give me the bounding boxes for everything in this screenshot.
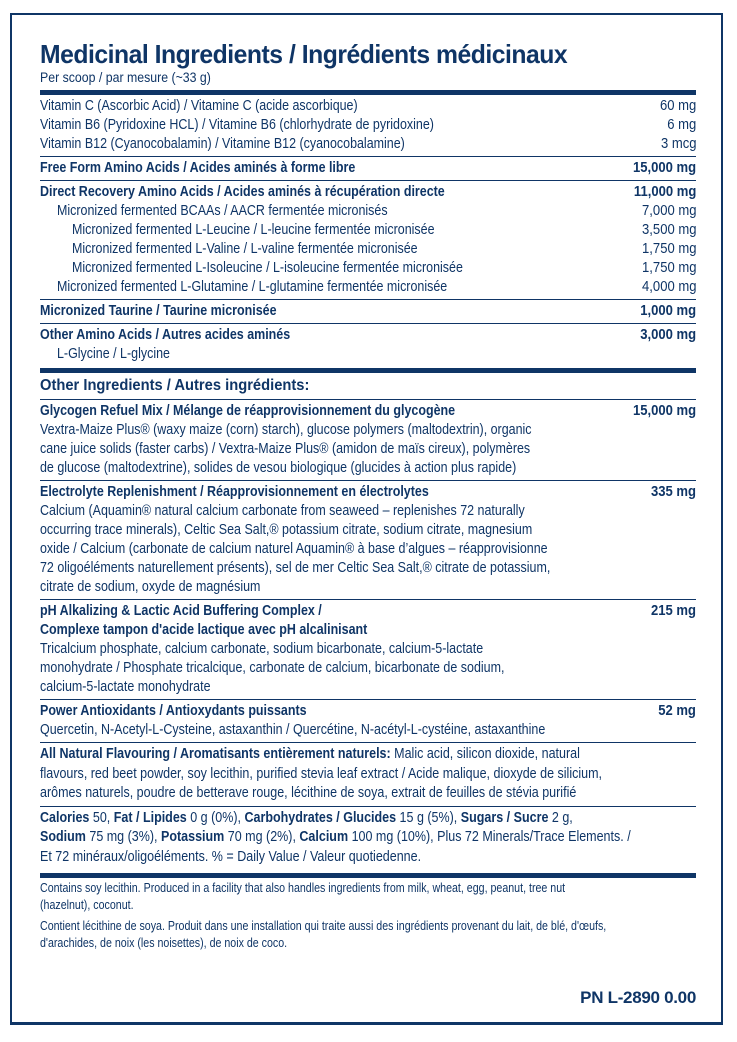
table-row: Micronized fermented L-Valine / L-valine fermentée micronisée 1,750 mg [72,241,696,257]
divider [40,180,696,181]
divider [40,699,696,700]
antioxidants-block: Power Antioxidants / Antioxydants puissants 52 mg Quercetin, N-Acetyl-L-Cysteine, astaxanthin / Quercétine, N-acétyl-L-cystéine, astaxanthine [40,703,696,738]
divider [40,599,696,600]
glycogen-block: Glycogen Refuel Mix / Mélange de réapprovisionnement du glycogène 15,000 mg Vextra-Maize Plus® (waxy maize (corn) starch), glucose polymers (maltodextrin), organic cane juice solids (faster carbs) / Vextra-Maize Plus® (amidon de maïs cireux), polymères de glucose (maltodextrine), solides de vesou biologique (glucides à action plus rapide) [40,403,696,476]
taurine-row: Micronized Taurine / Taurine micronisée 1,000 mg [40,303,696,319]
divider [40,156,696,157]
product-number: PN L-2890 0.00 [580,988,696,1007]
table-row: Vitamin B12 (Cyanocobalamin) / Vitamine B12 (cyanocobalamine) 3 mcg [40,136,696,152]
divider [40,299,696,300]
ph-complex-block: pH Alkalizing & Lactic Acid Buffering Complex / 215 mg Complexe tampon d'acide lactique avec pH alcalinisant Tricalcium phosphate, calcium carbonate, sodium bicarbonate, calcium-5-lactate monohydrate / Phosphate tricalcique, carbonate de calcium, bicarbonate de sodium, calcium-5-lactate monohydrate [40,603,696,695]
other-ingredients-heading: Other Ingredients / Autres ingrédients: [40,377,310,394]
ingredients-panel [40,39,696,1007]
page-title: Medicinal Ingredients / Ingrédients médicinaux [40,39,568,69]
table-row: Vitamin B6 (Pyridoxine HCL) / Vitamine B6 (chlorhydrate de pyridoxine) 6 mg [40,117,696,133]
table-row: Micronized fermented L-Leucine / L-leucine fermentée micronisée 3,500 mg [72,222,696,238]
free-form-amino-row: Free Form Amino Acids / Acides aminés à forme libre 15,000 mg [40,160,696,176]
divider [40,806,696,807]
divider-thick [40,873,696,878]
divider [40,480,696,481]
flavouring-block: All Natural Flavouring / Aromatisants entièrement naturels: Malic acid, silicon dioxide, natural flavours, red beet powder, soy lecithin, purified stevia leaf extract / Acide malique, dioxyde de silicium, arômes naturels, poudre de betterave rouge, lécithine de soya, extrait de feuilles de stévia purifié [40,746,603,801]
table-row: Micronized fermented L-Isoleucine / L-isoleucine fermentée micronisée 1,750 mg [72,260,696,276]
direct-recovery-row: Direct Recovery Amino Acids / Acides aminés à récupération directe 11,000 mg [40,184,696,200]
table-row: Micronized fermented L-Glutamine / L-glutamine fermentée micronisée 4,000 mg [57,279,696,295]
table-row: Vitamin C (Ascorbic Acid) / Vitamine C (acide ascorbique) 60 mg [40,98,696,114]
divider-thick [40,368,696,373]
table-row: Micronized fermented BCAAs / AACR fermentée micronisés 7,000 mg [57,203,696,219]
other-amino-row: Other Amino Acids / Autres acides aminés 3,000 mg [40,327,696,343]
divider-thick [40,90,696,95]
serving-size: Per scoop / par mesure (~33 g) [40,69,211,85]
nutrition-facts: Calories 50, Fat / Lipides 0 g (0%), Carbohydrates / Glucides 15 g (5%), Sugars / Sucre 2 g, Sodium 75 mg (3%), Potassium 70 mg (2%), Calcium 100 mg (10%), Plus 72 Minerals/Trace Elements. / Et 72 minéraux/oligoéléments. % = Daily Value / Valeur quotiedenne. [40,809,631,865]
allergen-statement: Contains soy lecithin. Produced in a facility that also handles ingredients from milk, wheat, egg, peanut, tree nut (hazelnut), coconut. Contient lécithine de soya. Produit dans une installation qui traite aussi des ingrédients provenant du lait, de blé, d'œufs, d'arachides, de noix (les noisettes), de noix de coco. [40,881,607,950]
table-row: L-Glycine / L-glycine [57,346,170,362]
divider [40,399,696,400]
divider [40,742,696,743]
divider [40,323,696,324]
electrolyte-block: Electrolyte Replenishment / Réapprovisionnement en électrolytes 335 mg Calcium (Aquamin® natural calcium carbonate from seaweed – replenishes 72 naturally occurring trace minerals), Celtic Sea Salt,® potassium citrate, sodium citrate, magnesium oxide / Calcium (carbonate de calcium naturel Aquamin® à base d’algues – réapprovisionne 72 oligoéléments naturellement présents), sel de mer Celtic Sea Salt,® citrate de potassium, citrate de sodium, oxyde de magnésium [40,484,696,595]
